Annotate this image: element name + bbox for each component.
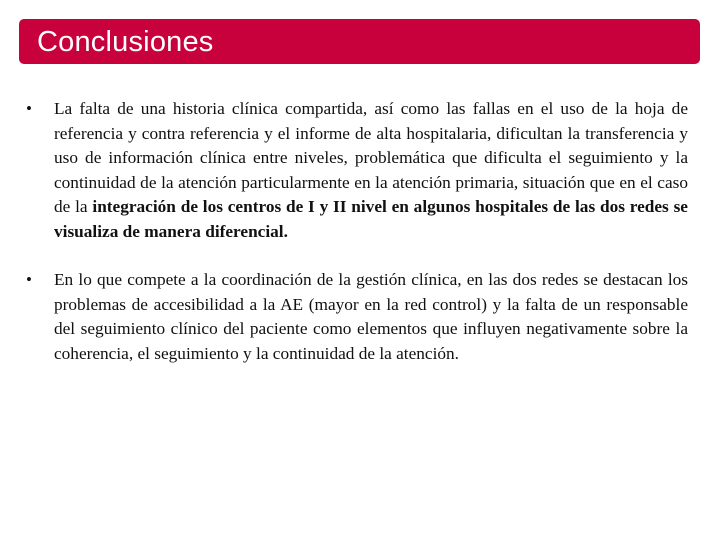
- bullet-marker: •: [26, 270, 32, 289]
- bullet-marker: •: [26, 99, 32, 118]
- bullet-text: [54, 97, 688, 244]
- bullet-text-bold: integración de los centros de I y II nivel en algunos hospitales de las dos redes se visualiza de manera diferencial.: [54, 197, 688, 241]
- bullet-text: [54, 268, 688, 366]
- slide-title: Conclusiones: [37, 26, 214, 58]
- bullet-list: [26, 97, 688, 390]
- bullet-item: [26, 97, 688, 244]
- bullet-text-regular: En lo que compete a la coordinación de la gestión clínica, en las dos redes se destacan los problemas de accesibilidad a la AE (mayor en la red control) y la falta de un responsable del seguimiento clínico del paciente como elementos que influyen negativamente sobre la coherencia, el seguimiento y la continuidad de la atención.: [54, 270, 688, 363]
- bullet-text-regular: La falta de una historia clínica compartida, así como las fallas en el uso de la hoja de referencia y contra referencia y el informe de alta hospitalaria, dificultan la transferencia y uso de información clínica entre niveles, problemática que dificulta el seguimiento y la continuidad de la atención particularmente en la atención primaria, situación que en el caso de la: [54, 99, 688, 216]
- title-bar: [19, 19, 700, 64]
- bullet-item: [26, 268, 688, 366]
